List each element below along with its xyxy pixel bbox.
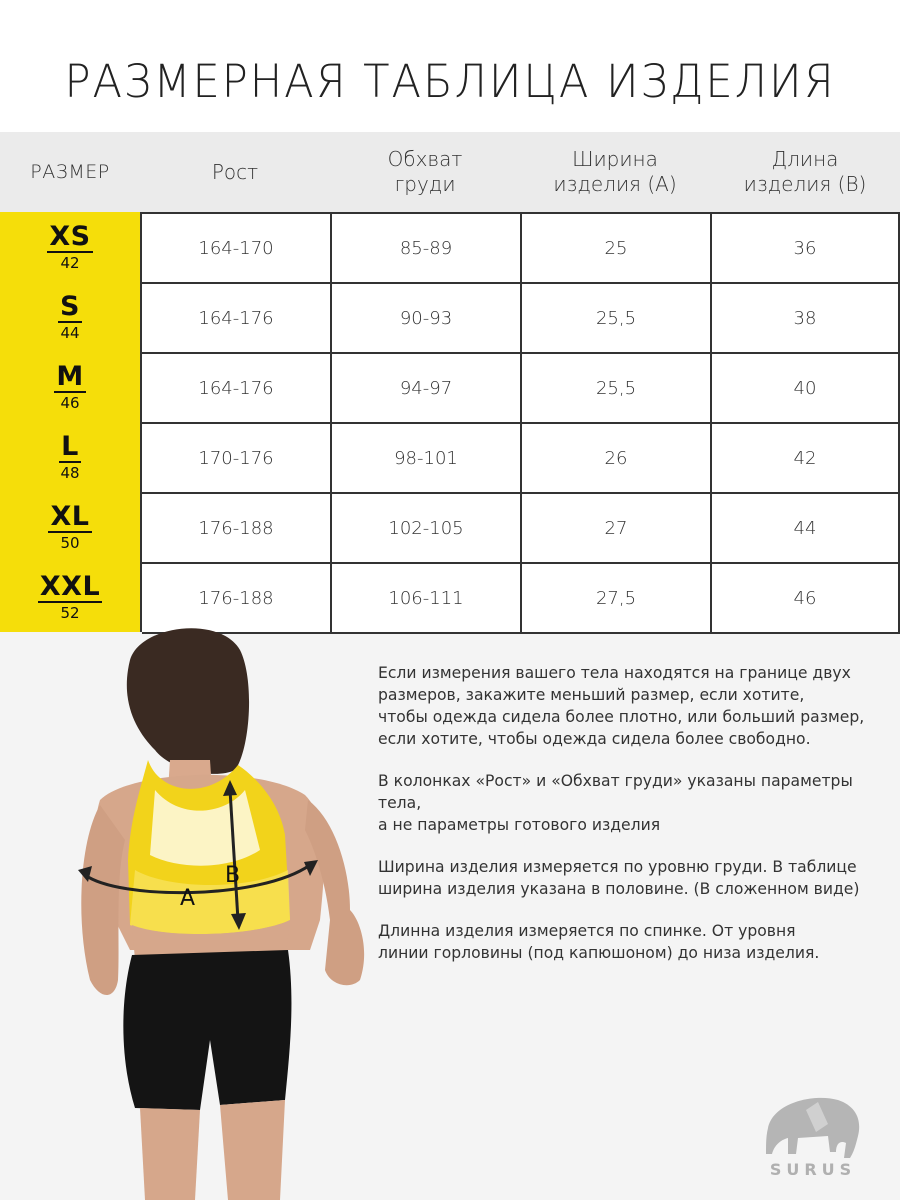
size-notes [378, 662, 898, 984]
size-letter: XL [50, 500, 90, 532]
cell-length: 38 [712, 284, 900, 354]
page-title: РАЗМЕРНАЯ ТАБЛИЦА ИЗДЕЛИЯ [64, 55, 836, 108]
size-table [140, 212, 900, 632]
header-length-line1: Длина [771, 147, 839, 171]
cell-width: 27 [522, 494, 712, 564]
brand-name: SURUS [769, 1160, 857, 1179]
note-length-measurement: Длинна изделия измеряется по спинке. От уровня линии горловины (под капюшоном) до низа изделия. [378, 922, 820, 962]
cell-height: 176-188 [142, 564, 332, 634]
size-column [0, 212, 140, 632]
cell-chest: 94-97 [332, 354, 522, 424]
header-chest-line1: Обхват [387, 147, 463, 171]
cell-chest: 85-89 [332, 214, 522, 284]
table-row [142, 354, 900, 424]
cell-length: 44 [712, 494, 900, 564]
table-header [0, 132, 900, 212]
cell-width: 25 [522, 214, 712, 284]
brand-logo [758, 1088, 868, 1183]
size-letter: L [61, 430, 79, 462]
cell-height: 164-176 [142, 284, 332, 354]
size-badge [0, 422, 140, 492]
cell-length: 36 [712, 214, 900, 284]
cell-chest: 102-105 [332, 494, 522, 564]
size-badge [0, 352, 140, 422]
size-letter: XXL [39, 570, 101, 602]
note-body-parameters: В колонках «Рост» и «Обхват груди» указаны параметры тела, а не параметры готового изделия [378, 772, 853, 834]
size-badge [0, 492, 140, 562]
note-borderline-size: Если измерения вашего тела находятся на границе двух размеров, закажите меньший размер, если хотите, чтобы одежда сидела более плотно, или больший размер, если хотите, чтобы одежда сидела более свободно. [378, 664, 865, 748]
size-letter: S [60, 290, 80, 322]
cell-length: 46 [712, 564, 900, 634]
table-row [142, 214, 900, 284]
size-letter: M [56, 360, 84, 392]
cell-width: 27,5 [522, 564, 712, 634]
header-width-line2: изделия (А) [553, 172, 677, 196]
cell-width: 25,5 [522, 354, 712, 424]
cell-width: 25,5 [522, 284, 712, 354]
header-width-line1: Ширина [572, 147, 658, 171]
size-badge [0, 212, 140, 282]
cell-chest: 106-111 [332, 564, 522, 634]
size-ru-number: 52 [60, 603, 80, 622]
header-size: РАЗМЕР [30, 160, 110, 183]
header-chest [330, 132, 520, 212]
size-ru-number: 46 [60, 393, 80, 412]
size-ru-number: 50 [60, 533, 80, 552]
cell-chest: 90-93 [332, 284, 522, 354]
header-length [710, 132, 900, 212]
table-row [142, 284, 900, 354]
table-row [142, 424, 900, 494]
header-length-line2: изделия (В) [743, 172, 867, 196]
size-ru-number: 44 [60, 323, 80, 342]
note-width-measurement: Ширина изделия измеряется по уровню груди. В таблице ширина изделия указана в половине. (В сложенном виде) [378, 858, 860, 898]
cell-height: 164-170 [142, 214, 332, 284]
size-badge [0, 282, 140, 352]
elephant-icon [758, 1088, 868, 1163]
cell-length: 42 [712, 424, 900, 494]
header-chest-line2: груди [394, 172, 456, 196]
cell-height: 164-176 [142, 354, 332, 424]
size-letter: XS [49, 220, 91, 252]
size-ru-number: 42 [60, 253, 80, 272]
cell-length: 40 [712, 354, 900, 424]
arrow-label-a: A [180, 886, 196, 911]
header-height: Рост [211, 159, 259, 184]
table-row [142, 494, 900, 564]
title-band [0, 0, 900, 132]
model-illustration [60, 620, 390, 1200]
cell-chest: 98-101 [332, 424, 522, 494]
cell-height: 176-188 [142, 494, 332, 564]
arrow-label-b: B [225, 863, 241, 888]
cell-width: 26 [522, 424, 712, 494]
size-ru-number: 48 [60, 463, 80, 482]
header-width [520, 132, 710, 212]
cell-height: 170-176 [142, 424, 332, 494]
